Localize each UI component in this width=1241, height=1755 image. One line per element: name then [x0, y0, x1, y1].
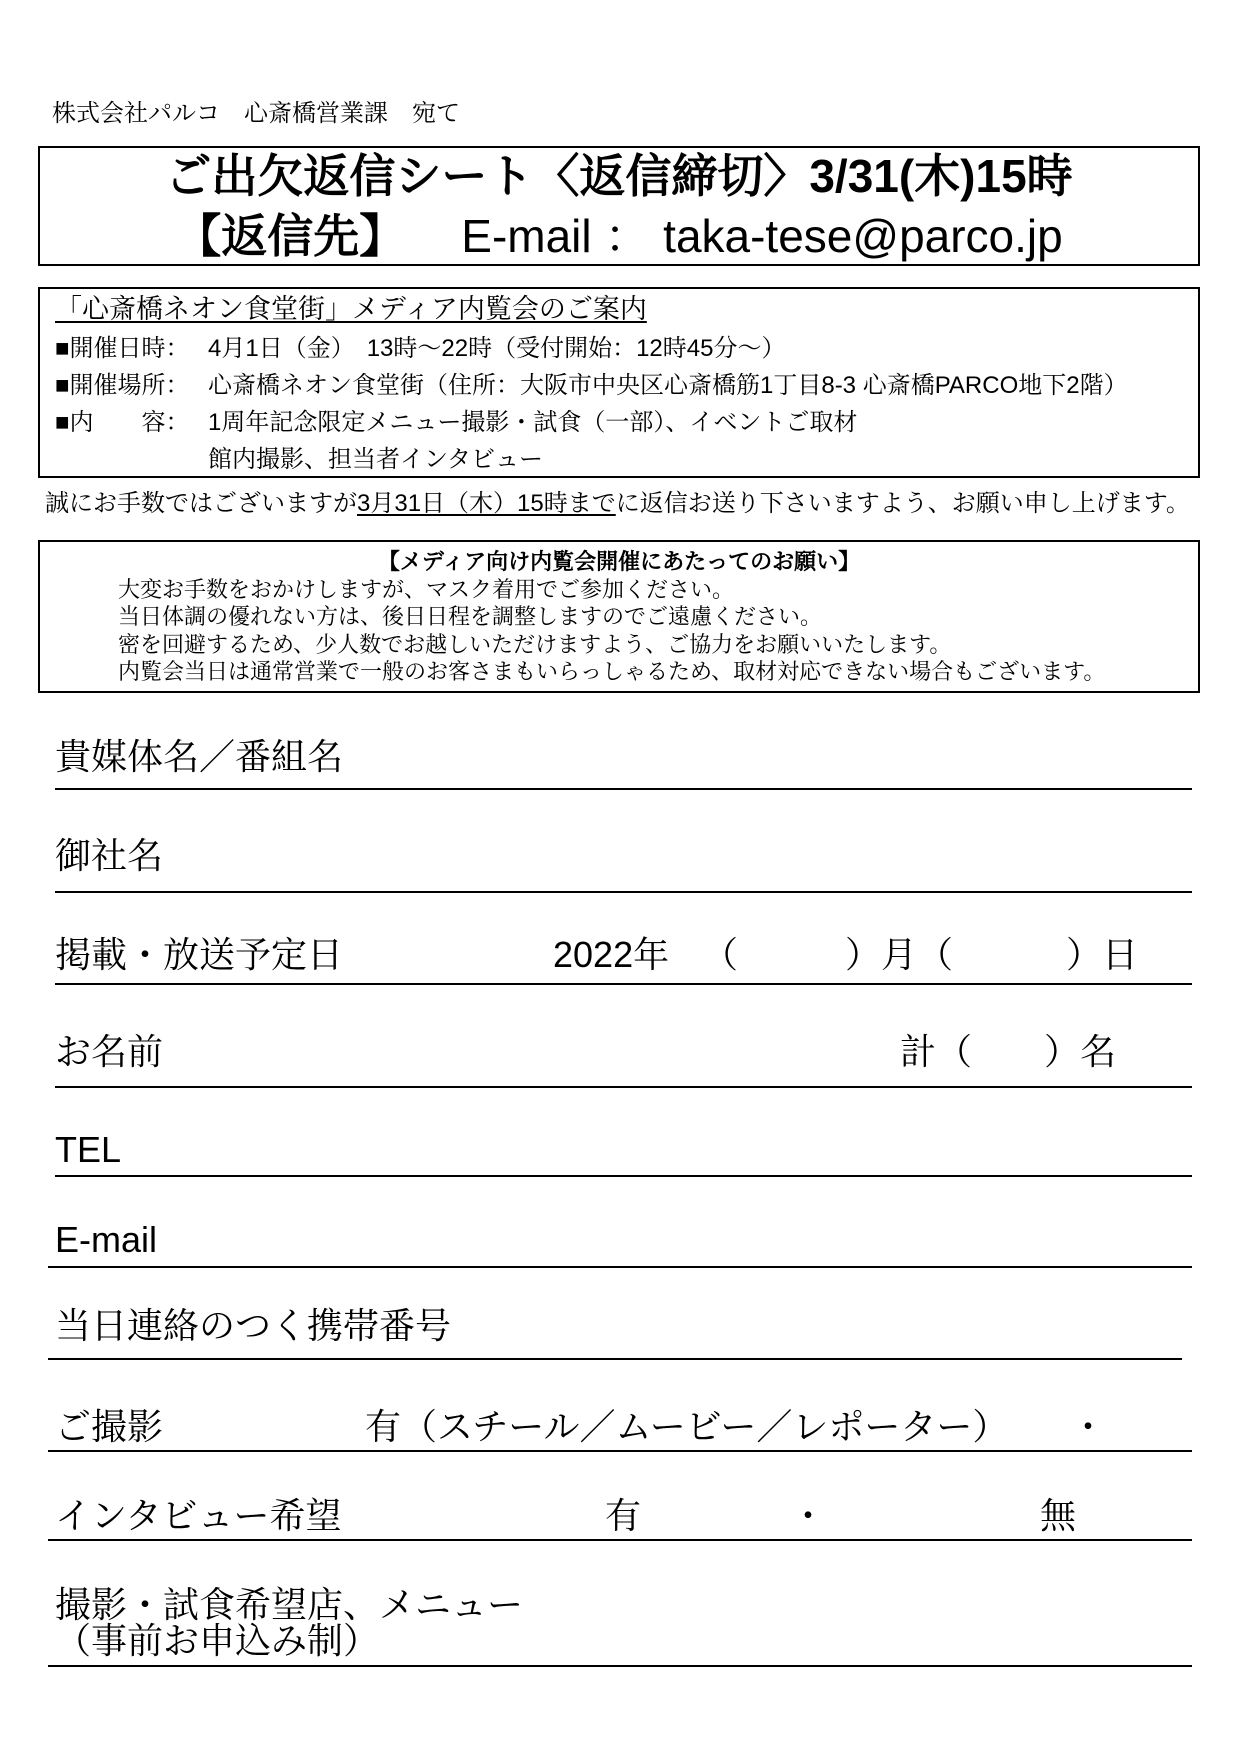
mobile-field: [48, 1304, 1182, 1360]
document-title: ご出欠返信シート〈返信締切〉3/31(木)15時: [165, 150, 1073, 202]
notice-heading: 【メディア向け内覧会開催にあたってのお願い】: [377, 549, 861, 574]
publish-date-field: [55, 933, 1192, 985]
notice-line: 内覧会当日は通常営業で一般のお客さまもいらっしゃるため、取材対応できない場合もございます。: [118, 659, 1106, 684]
email-label: E-mail: [55, 1219, 158, 1260]
day-open-paren: （: [917, 934, 954, 975]
request-note: [45, 490, 1190, 518]
company-label: 御社名: [55, 835, 164, 876]
event-content-row: [55, 404, 1198, 441]
company-field: [55, 834, 1192, 893]
publish-year: 2022年: [553, 934, 670, 975]
photo-separator: ・: [1070, 1406, 1107, 1447]
event-venue-value: 心斎橋ネオン食堂街（住所：大阪市中央区心斎橋筋1丁目8-3 心斎橋PARCO地下2階）: [208, 372, 1128, 399]
day-close-label: ）日: [1066, 934, 1139, 975]
name-field: [55, 1030, 1192, 1088]
interview-option-no: 無: [1040, 1495, 1077, 1536]
tel-label: TEL: [55, 1129, 122, 1170]
notice-line: 当日体調の優れない方は、後日日程を調整しますのでご遠慮ください。: [118, 604, 823, 629]
event-date-row: [55, 330, 1198, 367]
event-info-heading: 「心斎橋ネオン食堂街」メディア内覧会のご案内: [55, 294, 647, 324]
request-note-deadline: 3月31日（木）15時まで: [357, 490, 616, 517]
media-name-label: 貴媒体名／番組名: [55, 736, 344, 777]
addressee-text: 株式会社パルコ 心斎橋営業課 宛て: [52, 100, 460, 127]
event-date-value: 4月1日（金） 13時〜22時（受付開始：12時45分〜）: [208, 335, 786, 362]
event-venue-row: [55, 367, 1198, 404]
event-content-value: 1周年記念限定メニュー撮影・試食（一部）、イベントご取材: [208, 409, 858, 436]
request-note-suffix: に返信お送り下さいますよう、お願い申し上げます。: [615, 490, 1190, 517]
month-open-paren: （: [702, 934, 739, 975]
event-content-continuation: 館内撮影、担当者インタビュー: [208, 446, 544, 473]
publish-date-label: 掲載・放送予定日: [55, 934, 344, 975]
notice-line: 密を回避するため、少人数でお越しいただけますよう、ご協力をお願いいたします。: [118, 631, 952, 657]
title-box: [38, 146, 1200, 266]
interview-separator: ・: [790, 1495, 827, 1536]
reply-to-line: [40, 210, 1198, 262]
interview-label: インタビュー希望: [55, 1495, 342, 1536]
attendee-count-close: ）名: [1044, 1031, 1117, 1072]
event-content-label: ■内 容：: [55, 409, 190, 436]
tel-field: [55, 1128, 1192, 1177]
event-info-box: [38, 287, 1200, 478]
month-close-label: ）月: [845, 934, 918, 975]
notice-box: [38, 540, 1200, 693]
photo-option-yes: 有（スチール／ムービー／レポーター）: [365, 1406, 1009, 1447]
shop-menu-sublabel: （事前お申込み制）: [55, 1620, 380, 1661]
mobile-label: 当日連絡のつく携帯番号: [55, 1305, 452, 1346]
shop-menu-label: 撮影・試食希望店、メニュー: [55, 1584, 524, 1625]
reply-email: E-mail ： taka-tese@parco.jp: [461, 210, 1063, 262]
name-label: お名前: [55, 1031, 164, 1072]
shop-menu-field: [48, 1584, 1192, 1667]
photo-field: [48, 1405, 1192, 1452]
event-date-label: ■開催日時：: [55, 335, 190, 362]
notice-line: 大変お手数をおかけしますが、マスク着用でご参加ください。: [118, 576, 735, 602]
request-note-prefix: 誠にお手数ではございますが: [45, 490, 357, 517]
attendee-count-open: 計（: [900, 1031, 973, 1072]
photo-label: ご撮影: [55, 1406, 164, 1447]
event-venue-label: ■開催場所：: [55, 372, 190, 399]
interview-option-yes: 有: [605, 1495, 642, 1536]
reply-to-label: 【返信先】: [175, 210, 406, 262]
interview-field: [48, 1494, 1192, 1541]
email-field: [48, 1218, 1192, 1268]
media-name-field: [55, 735, 1192, 790]
